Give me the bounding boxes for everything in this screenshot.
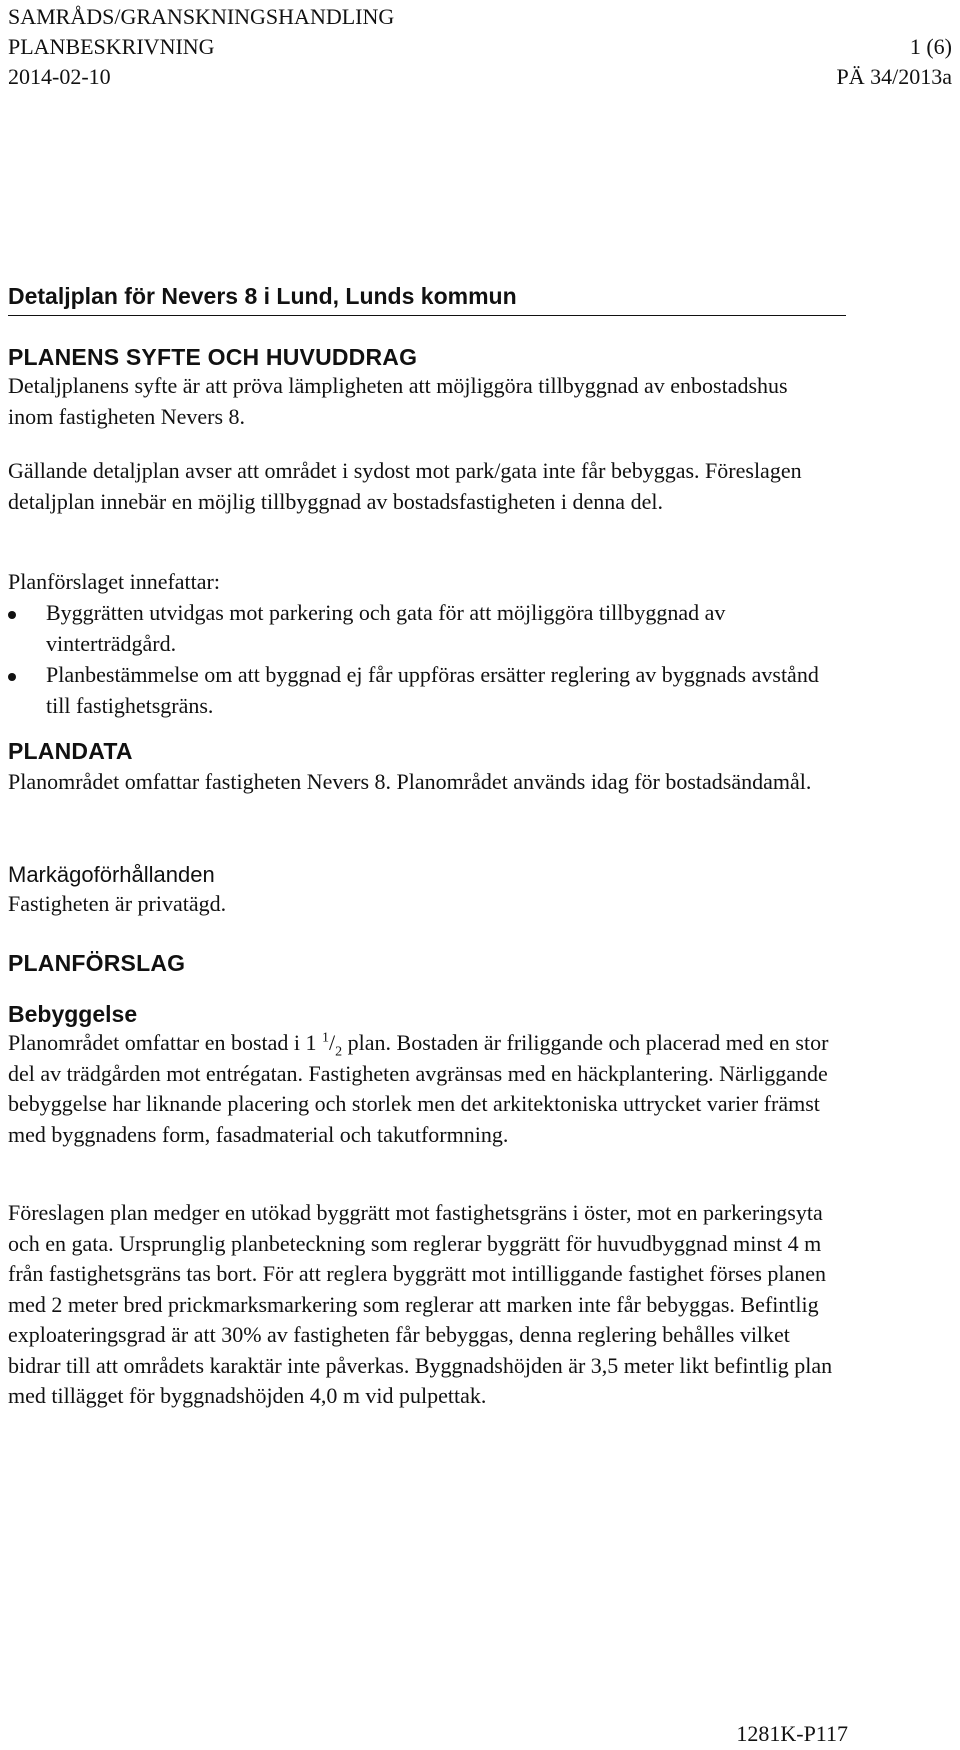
syfte-paragraph-2: Gällande detaljplan avser att området i sydost mot park/gata inte får bebyggas. Föreslagen detaljplan innebär en möjlig tillbyggnad av bostadsfastigheten i denna del. [8,458,802,514]
section-heading-planforslag: PLANFÖRSLAG [8,950,186,976]
subsection-heading-markagoforhallanden: Markägoförhållanden [8,862,215,887]
list-item [8,598,848,659]
syfte-paragraph-3: Planförslaget innefattar: [8,569,220,594]
header-line-3 [8,62,952,92]
bullet-icon [8,673,16,681]
fraction-slash: / [329,1030,336,1055]
planforslag-paragraph-2: Föreslagen plan medger en utökad byggrätt mot fastighetsgräns i öster, mot en parkeringsyta och en gata. Ursprunglig planbeteckning som reglerar byggrätt för huvudbyggnad minst 4 m från fastighetsgräns tas bort. För att reglera byggrätt mot intilliggande fastighet förses planen med 2 meter bred prickmarksmarkering som reglerar att marken inte får bebyggas. Befintlig exploateringsgrad är att 30% av fastigheten får bebyggas, denna reglering behålles vilket bidrar till att områdets karaktär inte påverkas. Byggnadshöjden är 3,5 meter likt befintlig plan med tillägget för byggnadshöjden 4,0 m vid pulpettak. [8,1200,833,1408]
planforslag-paragraph-1 [8,1028,838,1150]
title-divider [8,315,846,316]
plandata-paragraph-2: Fastigheten är privatägd. [8,891,227,916]
document-status: SAMRÅDS/GRANSKNINGSHANDLING [8,4,395,29]
fraction-denominator: 2 [335,1044,343,1060]
list-item-text: Byggrätten utvidgas mot parkering och gata för att möjliggöra tillbyggnad av vinterträdgård. [46,600,726,656]
text-run: plan. Bostaden är friliggande och placerad med en stor del av trädgården mot entrégatan. Fastigheten avgränsas med en häckplantering. Närliggande bebyggelse har liknande placering och storlek men det arkitektoniska uttrycket varier främst med byggnadens form, fasadmaterial och takutformning. [8,1030,829,1147]
syfte-paragraph-1: Detaljplanens syfte är att pröva lämpligheten att möjliggöra tillbyggnad av enbostadshus inom fastigheten Nevers 8. [8,373,788,429]
fraction-numerator: 1 [322,1030,330,1046]
header-line-1 [8,2,952,32]
section-heading-plandata: PLANDATA [8,738,133,764]
document-date: 2014-02-10 [8,64,111,89]
document-code: 1281K-P117 [736,1721,848,1746]
text-run: Planområdet omfattar en bostad i 1 [8,1030,317,1055]
section-heading-syfte: PLANENS SYFTE OCH HUVUDDRAG [8,344,418,370]
list-item [8,660,848,721]
header-line-2 [8,32,952,62]
document-type: PLANBESKRIVNING [8,34,215,59]
page-title: Detaljplan för Nevers 8 i Lund, Lunds kommun [8,283,517,309]
subsection-heading-bebyggelse: Bebyggelse [8,1001,138,1027]
page-number: 1 (6) [909,34,952,59]
list-item-text: Planbestämmelse om att byggnad ej får uppföras ersätter reglering av byggnads avstånd till fastighetsgräns. [46,662,819,718]
document-reference: PÄ 34/2013a [836,64,952,89]
bullet-icon [8,611,16,619]
plandata-paragraph-1: Planområdet omfattar fastigheten Nevers 8. Planområdet används idag för bostadsändamål. [8,769,812,794]
